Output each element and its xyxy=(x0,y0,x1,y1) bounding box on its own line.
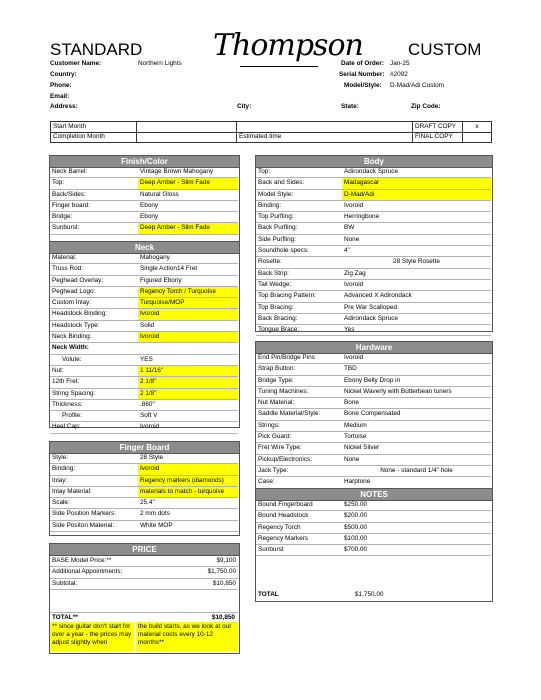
fingerboard-row xyxy=(50,520,238,531)
neck-row xyxy=(50,309,238,320)
finish-label: Top: xyxy=(50,178,138,189)
price-row xyxy=(50,556,238,567)
notes-label: Bound Fingerboard xyxy=(256,500,342,511)
body-value: Yes xyxy=(342,325,491,336)
hardware-row xyxy=(256,432,491,443)
body-row xyxy=(256,178,491,189)
hardware-label: Saddle Material/Style: xyxy=(256,409,342,420)
country-label: Country: xyxy=(50,71,77,78)
finish-value: Ebony xyxy=(138,212,238,223)
phone-label: Phone: xyxy=(50,82,72,89)
neck-row xyxy=(50,354,238,365)
neck-value: Solid xyxy=(138,320,238,331)
finish-color-header: Finish/Color xyxy=(49,155,240,168)
neck-label: Material: xyxy=(50,253,138,264)
price-total-label: TOTAL** xyxy=(52,614,78,621)
finish-label: Neck Barrel: xyxy=(50,167,138,178)
hardware-label: Strings: xyxy=(256,420,342,431)
neck-label: Headstock Binding: xyxy=(50,309,138,320)
neck-value: Figured Ebony xyxy=(138,275,238,286)
price-label: BASE Model Price:** xyxy=(50,556,170,567)
hardware-label: Jack Type: xyxy=(256,465,342,476)
hardware-value: Tortoise xyxy=(342,432,491,443)
neck-row xyxy=(50,298,238,309)
neck-value: Single Action14 Fret xyxy=(138,264,238,275)
neck-row xyxy=(50,320,238,331)
fingerboard-row xyxy=(50,486,238,497)
notes-row xyxy=(256,545,491,556)
order-date-label: Date of Order: xyxy=(341,60,384,67)
fingerboard-row xyxy=(50,475,238,486)
body-header: Body xyxy=(255,155,493,168)
body-label: Back and Sides: xyxy=(256,178,342,189)
body-row xyxy=(256,257,491,268)
finish-value: Deep Amber - Slim Fade xyxy=(138,178,238,189)
notes-row xyxy=(256,522,491,533)
notes-header: NOTES xyxy=(255,488,493,501)
hardware-label: Nut Material: xyxy=(256,398,342,409)
body-label: Model Style: xyxy=(256,189,342,200)
body-row xyxy=(256,325,491,336)
neck-value: Ivoroid xyxy=(138,422,238,433)
notes-value: $700.00 xyxy=(342,545,491,556)
fingerboard-value: materials to match - turquoise xyxy=(138,486,238,497)
notes-total-value: $1,750.00 xyxy=(355,591,384,598)
body-value: Herringbone xyxy=(342,212,491,223)
hardware-row xyxy=(256,375,491,386)
body-row xyxy=(256,189,491,200)
finish-label: Back/Sides: xyxy=(50,189,138,200)
completion-month-value[interactable] xyxy=(137,132,237,143)
hardware-value: Ivoroid xyxy=(342,353,491,364)
body-value: Pre War Scalloped xyxy=(342,302,491,313)
fingerboard-value: 25.4" xyxy=(138,498,238,509)
model-label: Model/Style: xyxy=(344,82,382,89)
final-copy-label: FINAL COPY xyxy=(413,132,463,143)
draft-copy-label: DRAFT COPY xyxy=(413,122,463,133)
serial-value: #2092 xyxy=(390,71,408,78)
body-value: Adirondack Spruce xyxy=(342,167,491,178)
body-label: Rosette: xyxy=(256,257,342,268)
neck-label: Peghead Overlay: xyxy=(50,275,138,286)
fingerboard-row xyxy=(50,453,238,464)
body-row xyxy=(256,223,491,234)
fingerboard-value: Regency markers (diamonds) xyxy=(138,475,238,486)
model-value: D-Mad/Adi Custom xyxy=(390,82,444,89)
body-label: Top: xyxy=(256,167,342,178)
hardware-row xyxy=(256,386,491,397)
body-value: Adirondack Spruce xyxy=(342,313,491,324)
neck-row xyxy=(50,399,238,410)
draft-copy-mark[interactable]: x xyxy=(463,122,492,133)
neck-value: Turquoise/MOP xyxy=(138,298,238,309)
body-value: Ivoroid xyxy=(342,279,491,290)
finish-label: Finger board: xyxy=(50,200,138,211)
neck-label: Custom Inlay: xyxy=(50,298,138,309)
price-note-left: ** since guitar don't start for over a year - the prices may adjust slightly when xyxy=(50,622,134,651)
hardware-value: Harptone xyxy=(342,477,491,488)
notes-value: $100.00 xyxy=(342,533,491,544)
neck-label: String Spacing: xyxy=(50,388,138,399)
body-label: Tongue Brace: xyxy=(256,325,342,336)
neck-label: Peghead Logo: xyxy=(50,286,138,297)
body-row xyxy=(256,200,491,211)
hardware-row xyxy=(256,477,491,488)
start-blank xyxy=(237,122,413,133)
finish-value: Vintage Brown Mahogany xyxy=(138,167,238,178)
order-date-value: Jan-25 xyxy=(390,60,410,67)
hardware-row xyxy=(256,398,491,409)
standard-title: STANDARD xyxy=(50,40,143,59)
finish-row xyxy=(50,189,238,200)
hardware-row xyxy=(256,364,491,375)
neck-row xyxy=(50,343,238,354)
body-row xyxy=(256,167,491,178)
body-label: Back Bracing: xyxy=(256,313,342,324)
fingerboard-row xyxy=(50,498,238,509)
custom-title: CUSTOM xyxy=(408,40,482,59)
fingerboard-table xyxy=(50,453,238,532)
hardware-row xyxy=(256,409,491,420)
final-copy-mark[interactable] xyxy=(463,132,492,143)
price-label: Subtotal: xyxy=(50,578,170,589)
neck-label: Volute: xyxy=(50,354,138,365)
zip-label: Zip Code: xyxy=(411,103,441,110)
state-label: State: xyxy=(341,103,359,110)
hardware-label: Strap Button: xyxy=(256,364,342,375)
price-value: $9,100 xyxy=(170,556,238,567)
neck-row xyxy=(50,275,238,286)
neck-label: Headstock Type: xyxy=(50,320,138,331)
body-value: Advanced X Adirondack xyxy=(342,291,491,302)
body-row xyxy=(256,212,491,223)
body-row xyxy=(256,246,491,257)
body-value: D-Mad/Adi xyxy=(342,189,491,200)
price-total-divider xyxy=(50,612,238,613)
hardware-label: Pick Guard: xyxy=(256,432,342,443)
price-label: Additional Appointments: xyxy=(50,567,170,578)
price-row xyxy=(50,578,238,589)
body-row xyxy=(256,268,491,279)
neck-value: .860" xyxy=(138,399,238,410)
body-row xyxy=(256,234,491,245)
neck-value: YES xyxy=(138,354,238,365)
neck-table xyxy=(50,253,238,434)
notes-label: Bound Headstock xyxy=(256,511,342,522)
body-value: Ivoroid xyxy=(342,200,491,211)
hardware-value: TBD xyxy=(342,364,491,375)
neck-header: Neck xyxy=(49,241,240,254)
hardware-row xyxy=(256,420,491,431)
notes-value: $200.00 xyxy=(342,511,491,522)
neck-label: Nut: xyxy=(50,365,138,376)
fingerboard-label: Style: xyxy=(50,453,138,464)
hardware-row xyxy=(256,353,491,364)
hardware-row xyxy=(256,454,491,465)
neck-value: 1 11/16" xyxy=(138,365,238,376)
neck-label: Heel Cap: xyxy=(50,422,138,433)
fingerboard-label: Scale: xyxy=(50,498,138,509)
body-label: Side Purfling: xyxy=(256,234,342,245)
fingerboard-value: White MOP xyxy=(138,520,238,531)
hardware-value: Medium xyxy=(342,420,491,431)
customer-name-label: Customer Name: xyxy=(50,60,102,67)
fingerboard-label: Inlay: xyxy=(50,475,138,486)
body-value: None xyxy=(342,234,491,245)
finish-row xyxy=(50,212,238,223)
price-value: $10,850 xyxy=(170,578,238,589)
body-value: 28 Style Rosette xyxy=(342,257,491,268)
hardware-table xyxy=(256,353,491,489)
email-label: Email: xyxy=(50,93,70,100)
finish-table xyxy=(50,167,238,235)
hardware-label: Fret Wire Type: xyxy=(256,443,342,454)
hardware-value: Bone xyxy=(342,398,491,409)
finish-row xyxy=(50,167,238,178)
fingerboard-label: Side Position Markers: xyxy=(50,509,138,520)
hardware-value: None - standard 1/4" hole xyxy=(342,465,491,476)
body-label: Back Strip: xyxy=(256,268,342,279)
hardware-value: Bone Compensated xyxy=(342,409,491,420)
start-month-value[interactable] xyxy=(137,122,237,133)
notes-total-label: TOTAL xyxy=(258,591,279,598)
notes-value: $500.00 xyxy=(342,522,491,533)
fingerboard-label: Inlay Material: xyxy=(50,486,138,497)
body-row xyxy=(256,313,491,324)
hardware-label: End Pin/Bridge Pins xyxy=(256,353,342,364)
fingerboard-value: Ivoroid xyxy=(138,464,238,475)
customer-name-value: Northern Lights xyxy=(138,60,182,67)
body-value: Madagascar xyxy=(342,178,491,189)
neck-row xyxy=(50,377,238,388)
body-label: Binding: xyxy=(256,200,342,211)
finish-value: Ebony xyxy=(138,200,238,211)
body-label: Top Purfling: xyxy=(256,212,342,223)
notes-value: $250.00 xyxy=(342,500,491,511)
body-label: Soundhole specs: xyxy=(256,246,342,257)
price-value: $1,750.00 xyxy=(170,567,238,578)
hardware-label: Tuning Machines: xyxy=(256,386,342,397)
body-table xyxy=(256,167,491,336)
body-row xyxy=(256,291,491,302)
hardware-label: Case: xyxy=(256,477,342,488)
finish-value: Deep Amber - Slim Fade xyxy=(138,223,238,234)
fingerboard-header: Finger Board xyxy=(49,441,240,454)
hardware-header: Hardware xyxy=(255,341,493,354)
neck-row xyxy=(50,388,238,399)
body-value: 4" xyxy=(342,246,491,257)
hardware-value: Ebony Belly Drop in xyxy=(342,375,491,386)
hardware-row xyxy=(256,465,491,476)
body-label: Tail Wedge: xyxy=(256,279,342,290)
finish-row xyxy=(50,178,238,189)
fingerboard-row xyxy=(50,509,238,520)
body-label: Top Bracing: xyxy=(256,302,342,313)
thompson-logo: Thompson xyxy=(213,28,363,63)
schedule-table xyxy=(50,121,492,143)
notes-table xyxy=(256,500,491,556)
fingerboard-label: Side Positon Material: xyxy=(50,520,138,531)
neck-row xyxy=(50,264,238,275)
neck-value: 2 1/8" xyxy=(138,377,238,388)
neck-value: Regency Torch / Turquoise xyxy=(138,286,238,297)
fingerboard-row xyxy=(50,464,238,475)
neck-row xyxy=(50,253,238,264)
body-label: Back Purfling: xyxy=(256,223,342,234)
serial-label: Serial Number: xyxy=(339,71,385,78)
hardware-label: Bridge Type: xyxy=(256,375,342,386)
hardware-value: Nickel Waverly with Butterbean tuners xyxy=(342,386,491,397)
body-value: Zig Zag xyxy=(342,268,491,279)
neck-label: 12th Fret: xyxy=(50,377,138,388)
neck-row xyxy=(50,411,238,422)
fingerboard-value: 2 mm dots xyxy=(138,509,238,520)
hardware-value: None xyxy=(342,454,491,465)
body-row xyxy=(256,279,491,290)
logo-flourish xyxy=(240,66,318,67)
price-row xyxy=(50,567,238,578)
hardware-row xyxy=(256,443,491,454)
neck-row xyxy=(50,365,238,376)
body-row xyxy=(256,302,491,313)
neck-value: Ivoroid xyxy=(138,309,238,320)
finish-value: Natural Gloss xyxy=(138,189,238,200)
price-note-right: the build starts, as we look at our material costs every 10-12 months** xyxy=(136,622,238,651)
finish-label: Bridge: xyxy=(50,212,138,223)
neck-value: Mahogany xyxy=(138,253,238,264)
neck-row xyxy=(50,286,238,297)
notes-row xyxy=(256,533,491,544)
neck-row xyxy=(50,422,238,433)
fingerboard-value: 28 Style xyxy=(138,453,238,464)
start-month-label: Start Month xyxy=(51,122,137,133)
neck-value: 2 1/8" xyxy=(138,388,238,399)
notes-label: Regency Markers xyxy=(256,533,342,544)
estimated-time-label: Estimated time xyxy=(237,132,413,143)
address-label: Address: xyxy=(50,103,78,110)
notes-row xyxy=(256,511,491,522)
neck-label: Thickness: xyxy=(50,399,138,410)
neck-label: Neck Width: xyxy=(50,343,138,354)
fingerboard-label: Binding: xyxy=(50,464,138,475)
body-value: BW xyxy=(342,223,491,234)
neck-row xyxy=(50,332,238,343)
neck-value: Ivoroid xyxy=(138,332,238,343)
neck-value: Soft V xyxy=(138,411,238,422)
price-table xyxy=(50,556,238,590)
price-total-value: $10,850 xyxy=(211,614,235,621)
notes-label: Regency Torch xyxy=(256,522,342,533)
hardware-value: Nickel Silver xyxy=(342,443,491,454)
finish-row xyxy=(50,223,238,234)
hardware-label: Pickup/Electronics: xyxy=(256,454,342,465)
neck-label: Neck Binding: xyxy=(50,332,138,343)
finish-row xyxy=(50,200,238,211)
notes-label: Sunburst xyxy=(256,545,342,556)
neck-label: Truss Rod: xyxy=(50,264,138,275)
neck-label: Profile: xyxy=(50,411,138,422)
completion-month-label: Completion Month xyxy=(51,132,137,143)
notes-row xyxy=(256,500,491,511)
neck-value xyxy=(138,343,238,354)
body-label: Top Bracing Pattern: xyxy=(256,291,342,302)
city-label: City: xyxy=(237,103,252,110)
finish-label: Sunburst: xyxy=(50,223,138,234)
price-header: PRICE xyxy=(49,543,240,556)
